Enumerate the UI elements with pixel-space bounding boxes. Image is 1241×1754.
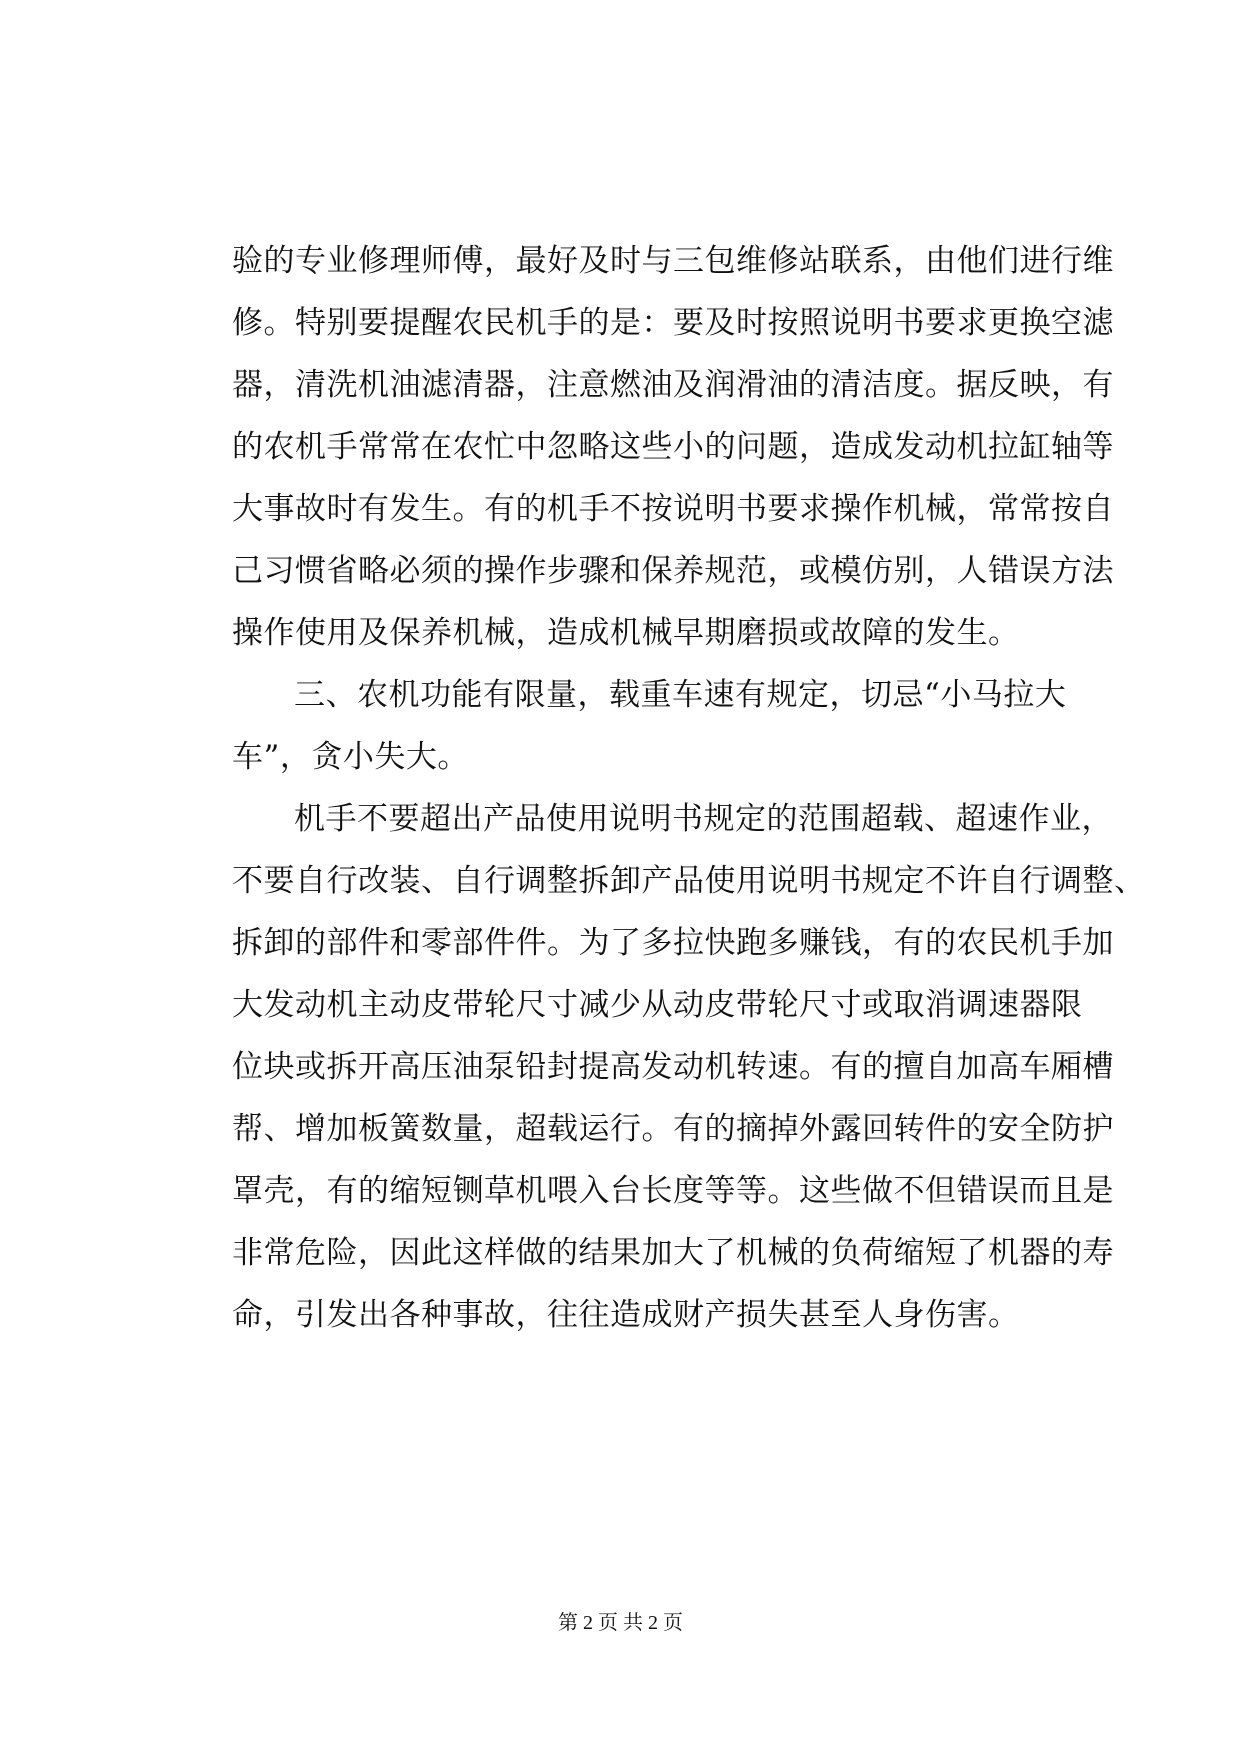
paragraph — [232, 788, 1146, 1346]
text-line: 修。特别要提醒农民机手的是：要及时按照说明书要求更换空滤 — [232, 305, 1114, 341]
text-line: 位块或拆开高压油泵铅封提高发动机转速。有的擅自加高车厢槽 — [232, 1049, 1114, 1085]
text-line: 大发动机主动皮带轮尺寸减少从动皮带轮尺寸或取消调速器限 — [232, 987, 1083, 1023]
text-line: 拆卸的部件和零部件件。为了多拉快跑多赚钱，有的农民机手加 — [232, 925, 1114, 961]
text-line: 不要自行改装、自行调整拆卸产品使用说明书规定不许自行调整、 — [232, 863, 1146, 899]
text-line: 器，清洗机油滤清器，注意燃油及润滑油的清洁度。据反映，有 — [232, 367, 1114, 403]
text-line: 帮、增加板簧数量，超载运行。有的摘掉外露回转件的安全防护 — [232, 1111, 1114, 1147]
text-line: 三、农机功能有限量，载重车速有规定，切忌“小马拉大 — [294, 677, 1067, 713]
text-line: 命，引发出各种事故，往往造成财产损失甚至人身伤害。 — [232, 1297, 1020, 1333]
section-heading — [232, 664, 1087, 788]
text-line: 车”，贪小失大。 — [232, 739, 469, 775]
text-line: 己习惯省略必须的操作步骤和保养规范，或模仿别，人错误方法 — [232, 553, 1114, 589]
text-line: 罩壳，有的缩短铡草机喂入台长度等等。这些做不但错误而且是 — [232, 1173, 1114, 1209]
text-line: 机手不要超出产品使用说明书规定的范围超载、超速作业， — [294, 801, 1113, 837]
paragraph — [232, 230, 1114, 664]
page-number-footer: 第 2 页 共 2 页 — [558, 1612, 683, 1634]
document-body — [232, 230, 1146, 1346]
text-line: 大事故时有发生。有的机手不按说明书要求操作机械，常常按自 — [232, 491, 1114, 527]
text-line: 非常危险，因此这样做的结果加大了机械的负荷缩短了机器的寿 — [232, 1235, 1114, 1271]
text-line: 验的专业修理师傅，最好及时与三包维修站联系，由他们进行维 — [232, 243, 1114, 279]
text-line: 的农机手常常在农忙中忽略这些小的问题，造成发动机拉缸轴等 — [232, 429, 1114, 465]
text-line: 操作使用及保养机械，造成机械早期磨损或故障的发生。 — [232, 615, 1020, 651]
